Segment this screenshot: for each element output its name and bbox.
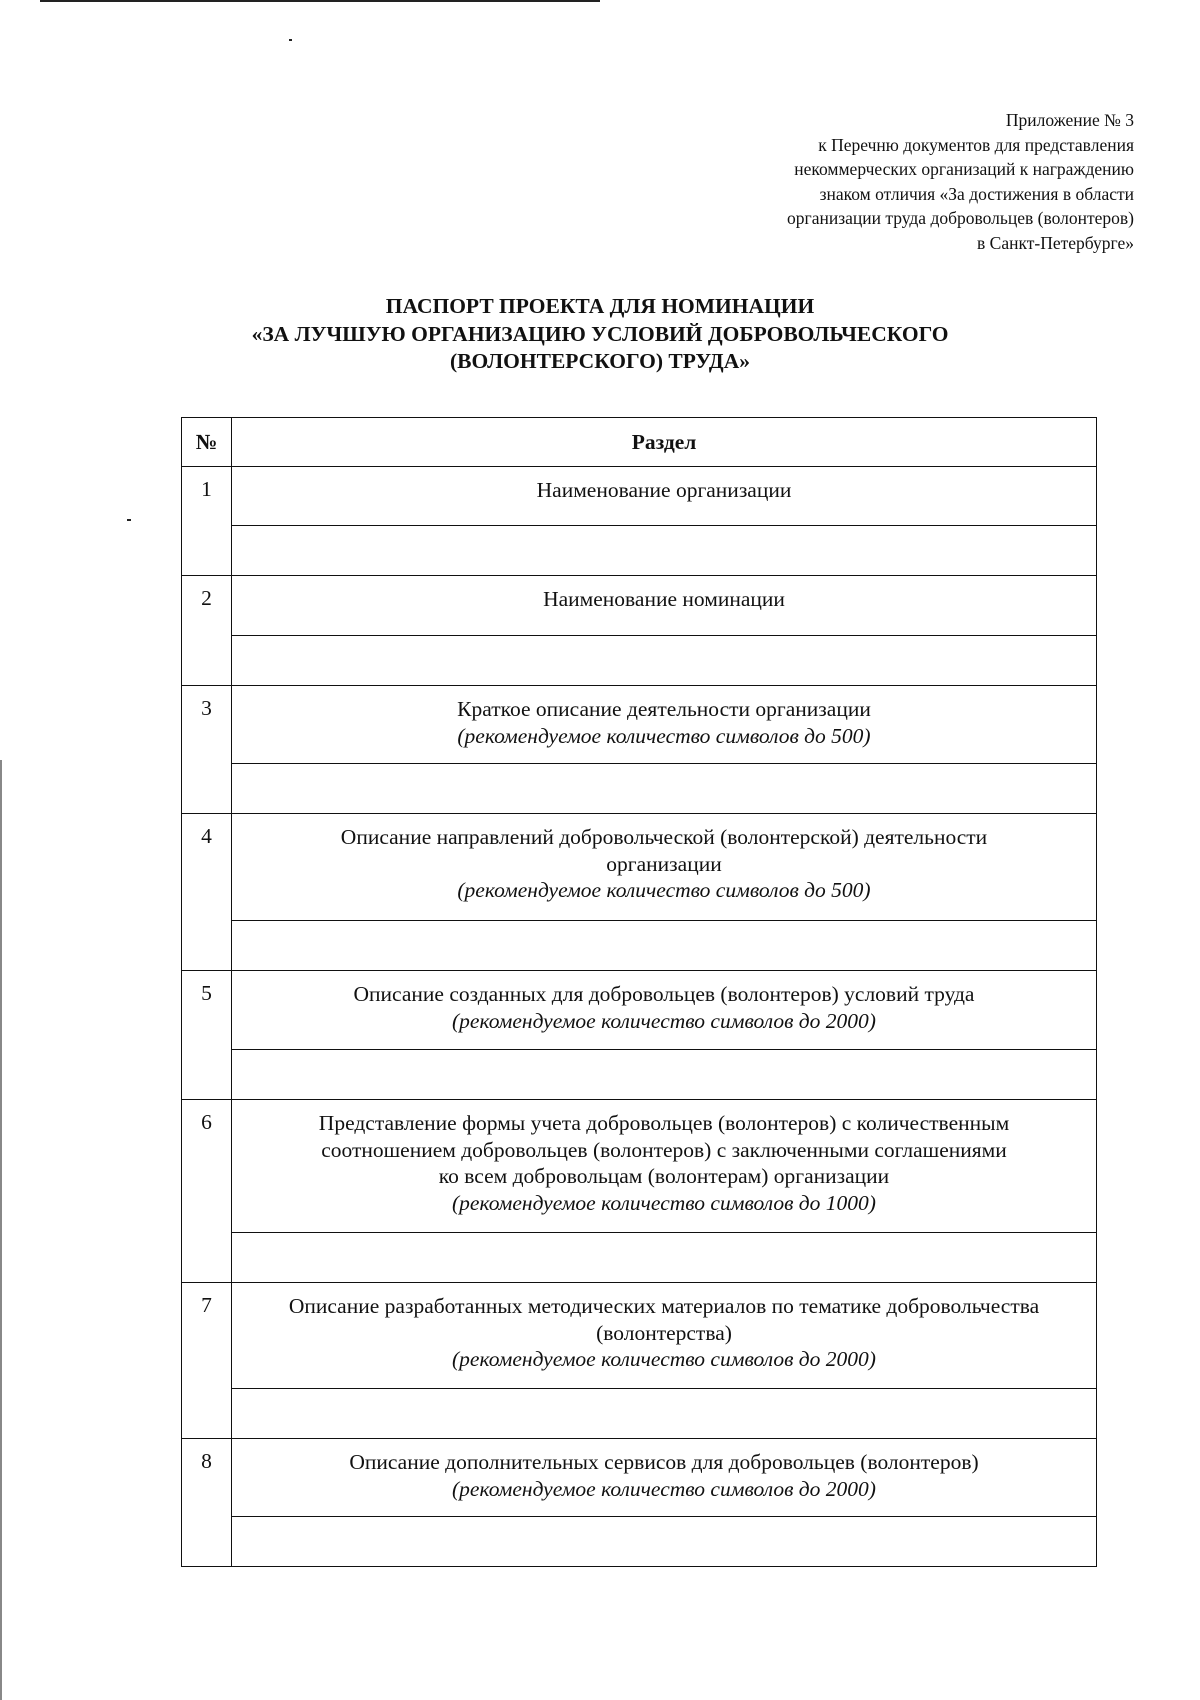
appendix-line: к Перечню документов для представления (818, 134, 1134, 155)
section-title-line: Наименование номинации (543, 587, 785, 611)
row-number: 1 (182, 467, 232, 576)
section-title-cell (232, 1283, 1097, 1389)
section-title-line: Описание разработанных методических материалов по тематике добровольчества (288, 1294, 1040, 1318)
section-title-line: организации (606, 851, 722, 876)
title-line: ПАСПОРТ ПРОЕКТА ДЛЯ НОМИНАЦИИ (385, 294, 815, 318)
section-title-line: Представление формы учета добровольцев (волонтеров) с количественным (318, 1111, 1010, 1135)
section-hint: (рекомендуемое количество символов до 2000) (452, 1008, 876, 1033)
table-row (182, 576, 1097, 636)
appendix-line: Приложение № 3 (1005, 110, 1134, 130)
section-title-line: соотношением добровольцев (волонтеров) с заключенными соглашениями (321, 1137, 1007, 1162)
table-row (182, 814, 1097, 921)
table-header-row (182, 418, 1097, 467)
title-line: (ВОЛОНТЕРСКОГО) ТРУДА» (449, 349, 750, 373)
scan-left-edge (0, 760, 2, 1700)
appendix-line: некоммерческих организаций к награждению (794, 159, 1134, 179)
scan-dot (289, 39, 292, 41)
table-row-answer (182, 1233, 1097, 1283)
section-title-cell (232, 576, 1097, 636)
section-title-line: Наименование организации (536, 478, 792, 502)
table-row (182, 1439, 1097, 1517)
table-row-answer (182, 1517, 1097, 1567)
row-number: 4 (182, 814, 232, 971)
section-title-cell (232, 467, 1097, 526)
answer-field[interactable] (232, 1389, 1097, 1439)
header-num: № (182, 418, 232, 467)
section-title-cell (232, 814, 1097, 921)
section-hint: (рекомендуемое количество символов до 1000) (452, 1190, 876, 1215)
table-row-answer (182, 526, 1097, 576)
appendix-line: организации труда добровольцев (волонтеров) (787, 208, 1134, 228)
section-title-cell (232, 686, 1097, 764)
answer-field[interactable] (232, 526, 1097, 576)
section-hint: (рекомендуемое количество символов до 500) (457, 723, 871, 748)
document-title (180, 293, 1020, 376)
answer-field[interactable] (232, 636, 1097, 686)
section-title-line: (волонтерства) (596, 1320, 732, 1345)
table-row (182, 686, 1097, 764)
section-hint: (рекомендуемое количество символов до 2000) (452, 1347, 876, 1371)
row-number: 3 (182, 686, 232, 814)
section-title-line: Краткое описание деятельности организации (457, 697, 871, 721)
section-title-line: Описание созданных для добровольцев (волонтеров) условий труда (353, 982, 975, 1006)
table-row (182, 467, 1097, 526)
row-number: 2 (182, 576, 232, 686)
table-row-answer (182, 636, 1097, 686)
section-title-line: Описание направлений добровольческой (волонтерской) деятельности (340, 825, 988, 849)
appendix-line: в Санкт-Петербурге» (977, 232, 1134, 253)
appendix-line: знаком отличия «За достижения в области (819, 183, 1134, 204)
section-hint: (рекомендуемое количество символов до 500) (457, 878, 871, 902)
title-line: «ЗА ЛУЧШУЮ ОРГАНИЗАЦИЮ УСЛОВИЙ ДОБРОВОЛЬЧЕСКОГО (251, 321, 949, 346)
table-row-answer (182, 1050, 1097, 1100)
table-row (182, 1283, 1097, 1389)
answer-field[interactable] (232, 921, 1097, 971)
section-title-line: Описание дополнительных сервисов для добровольцев (волонтеров) (349, 1450, 979, 1474)
answer-field[interactable] (232, 1517, 1097, 1567)
table-row-answer (182, 1389, 1097, 1439)
table-row (182, 971, 1097, 1050)
section-title-cell (232, 971, 1097, 1050)
answer-field[interactable] (232, 1050, 1097, 1100)
section-title-cell (232, 1439, 1097, 1517)
table-row (182, 1100, 1097, 1233)
section-title-cell (232, 1100, 1097, 1233)
row-number: 7 (182, 1283, 232, 1439)
answer-field[interactable] (232, 1233, 1097, 1283)
table-row-answer (182, 921, 1097, 971)
scan-dot (127, 519, 131, 521)
row-number: 6 (182, 1100, 232, 1283)
appendix-note (674, 108, 1134, 255)
row-number: 5 (182, 971, 232, 1100)
row-number: 8 (182, 1439, 232, 1567)
header-section: Раздел (232, 418, 1097, 467)
section-title-line: ко всем добровольцам (волонтерам) организации (438, 1164, 890, 1188)
table-row-answer (182, 764, 1097, 814)
scan-edge-line (40, 0, 600, 2)
section-hint: (рекомендуемое количество символов до 2000) (452, 1476, 876, 1501)
answer-field[interactable] (232, 764, 1097, 814)
passport-table (181, 417, 1097, 1567)
